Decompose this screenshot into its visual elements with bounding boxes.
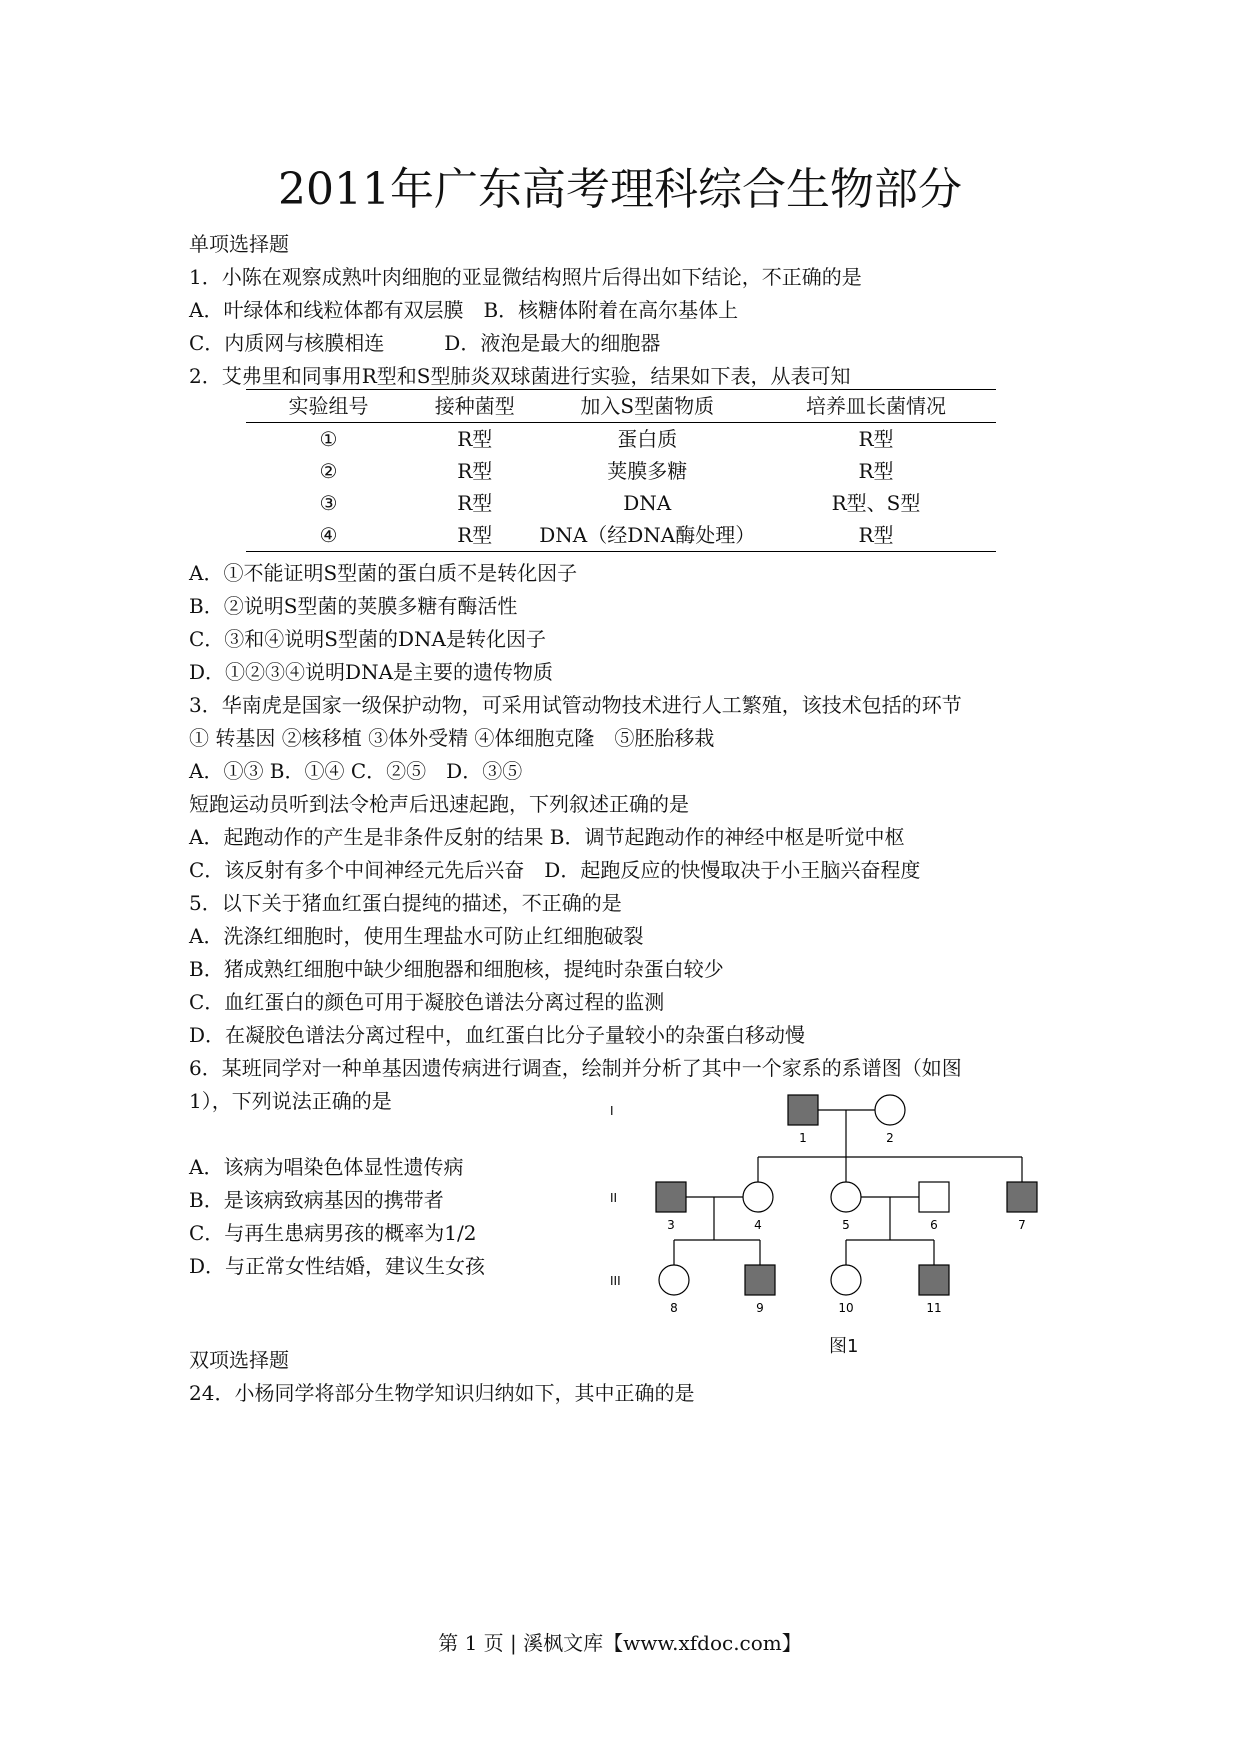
unaffected-female-circle bbox=[659, 1265, 689, 1295]
table-cell: R型 bbox=[457, 459, 493, 483]
unaffected-male-square bbox=[919, 1182, 949, 1212]
table-cell: R型、S型 bbox=[831, 491, 921, 515]
q2-option-d: D．①②③④说明DNA是主要的遗传物质 bbox=[189, 660, 554, 684]
table-cell: R型 bbox=[858, 459, 894, 483]
q4-options-cd: C．该反射有多个中间神经元先后兴奋 D．起跑反应的快慢取决于小王脑兴奋程度 bbox=[189, 858, 921, 882]
q3-options: A．①③ B．①④ C．②⑤ D．③⑤ bbox=[189, 759, 523, 783]
table-cell: 蛋白质 bbox=[617, 427, 678, 451]
q1-options-ab: A．叶绿体和线粒体都有双层膜 B．核糖体附着在高尔基体上 bbox=[189, 298, 739, 322]
table-cell: R型 bbox=[457, 427, 493, 451]
table-row bbox=[246, 487, 996, 519]
individual-number-label: 11 bbox=[926, 1301, 942, 1315]
table-cell: R型 bbox=[457, 523, 493, 547]
table-cell: ④ bbox=[319, 523, 338, 547]
individual-number-label: 6 bbox=[930, 1218, 938, 1232]
individual-number-label: 9 bbox=[756, 1301, 764, 1315]
q1-stem: 1．小陈在观察成熟叶肉细胞的亚显微结构照片后得出如下结论，不正确的是 bbox=[189, 265, 862, 289]
section-heading-single: 单项选择题 bbox=[189, 232, 289, 256]
q3-stem: 3．华南虎是国家一级保护动物，可采用试管动物技术进行人工繁殖，该技术包括的环节 bbox=[189, 693, 962, 717]
table-cell: R型 bbox=[457, 491, 493, 515]
table-cell: R型 bbox=[858, 427, 894, 451]
q5-option-b: B．猪成熟红细胞中缺少细胞器和细胞核，提纯时杂蛋白较少 bbox=[189, 957, 724, 981]
individual-number-label: 5 bbox=[842, 1218, 850, 1232]
q2-option-a: A．①不能证明S型菌的蛋白质不是转化因子 bbox=[189, 561, 578, 585]
pedigree-chart bbox=[600, 1080, 1060, 1320]
q6-stem-line1: 6．某班同学对一种单基因遗传病进行调查，绘制并分析了其中一个家系的系谱图（如图 bbox=[189, 1056, 962, 1080]
q5-option-c: C．血红蛋白的颜色可用于凝胶色谱法分离过程的监测 bbox=[189, 990, 665, 1014]
individual-number-label: 2 bbox=[886, 1131, 894, 1145]
table-cell: DNA（经DNA酶处理） bbox=[539, 523, 756, 547]
q24-stem: 24．小杨同学将部分生物学知识归纳如下，其中正确的是 bbox=[189, 1381, 695, 1405]
q2-option-c: C．③和④说明S型菌的DNA是转化因子 bbox=[189, 627, 546, 651]
table-header-row bbox=[246, 390, 996, 423]
table-cell: ① bbox=[319, 427, 338, 451]
table-header-cell: 加入S型菌物质 bbox=[580, 394, 715, 418]
experiment-table bbox=[246, 389, 996, 552]
q1-options-cd: C．内质网与核膜相连 D．液泡是最大的细胞器 bbox=[189, 331, 661, 355]
generation-label: III bbox=[610, 1274, 621, 1288]
figure-caption: 图1 bbox=[829, 1336, 859, 1357]
unaffected-female-circle bbox=[831, 1265, 861, 1295]
table-header-cell: 接种菌型 bbox=[434, 394, 515, 418]
q6-option-a: A．该病为唱染色体显性遗传病 bbox=[189, 1155, 464, 1179]
q5-option-d: D．在凝胶色谱法分离过程中，血红蛋白比分子量较小的杂蛋白移动慢 bbox=[189, 1023, 806, 1047]
q6-option-b: B．是该病致病基因的携带者 bbox=[189, 1188, 444, 1212]
generation-labels bbox=[610, 1104, 621, 1288]
q5-stem: 5．以下关于猪血红蛋白提纯的描述，不正确的是 bbox=[189, 891, 622, 915]
individual-number-label: 3 bbox=[667, 1218, 675, 1232]
affected-male-square bbox=[1007, 1182, 1037, 1212]
generation-label: II bbox=[610, 1191, 618, 1205]
table-row bbox=[246, 423, 996, 456]
table-cell: R型 bbox=[858, 523, 894, 547]
individual-number-label: 10 bbox=[838, 1301, 854, 1315]
generation-label: I bbox=[610, 1104, 614, 1118]
q2-option-b: B．②说明S型菌的荚膜多糖有酶活性 bbox=[189, 594, 518, 618]
q6-option-c: C．与再生患病男孩的概率为1/2 bbox=[189, 1221, 477, 1245]
unaffected-female-circle bbox=[743, 1182, 773, 1212]
q2-stem: 2．艾弗里和同事用R型和S型肺炎双球菌进行实验，结果如下表，从表可知 bbox=[189, 364, 851, 388]
individual-number-label: 1 bbox=[799, 1131, 807, 1145]
unaffected-female-circle bbox=[875, 1095, 905, 1125]
q4-stem: 短跑运动员听到法令枪声后迅速起跑，下列叙述正确的是 bbox=[189, 792, 689, 816]
table-header-cell: 实验组号 bbox=[288, 394, 369, 418]
page-title: 2011年广东高考理科综合生物部分 bbox=[278, 164, 962, 215]
q5-option-a: A．洗涤红细胞时，使用生理盐水可防止红细胞破裂 bbox=[189, 924, 644, 948]
q6-option-d: D．与正常女性结婚，建议生女孩 bbox=[189, 1254, 486, 1278]
affected-male-square bbox=[919, 1265, 949, 1295]
individual-number-label: 7 bbox=[1018, 1218, 1026, 1232]
table-header-cell: 培养皿长菌情况 bbox=[806, 394, 946, 418]
individual-number-label: 4 bbox=[754, 1218, 762, 1232]
q6-stem-line2: 1），下列说法正确的是 bbox=[189, 1089, 392, 1113]
affected-male-square bbox=[788, 1095, 818, 1125]
table-cell: DNA bbox=[623, 491, 672, 515]
unaffected-female-circle bbox=[831, 1182, 861, 1212]
affected-male-square bbox=[745, 1265, 775, 1295]
table-row bbox=[246, 455, 996, 487]
section-heading-double: 双项选择题 bbox=[189, 1348, 289, 1372]
table-row bbox=[246, 519, 996, 552]
q3-items: ① 转基因 ②核移植 ③体外受精 ④体细胞克隆 ⑤胚胎移栽 bbox=[189, 726, 715, 750]
individual-number-label: 8 bbox=[670, 1301, 678, 1315]
table-cell: ② bbox=[319, 459, 338, 483]
table-cell: ③ bbox=[319, 491, 338, 515]
table-cell: 荚膜多糖 bbox=[607, 459, 688, 483]
page-footer: 第 1 页 | 溪枫文库【www.xfdoc.com】 bbox=[438, 1631, 802, 1655]
q4-options-ab: A．起跑动作的产生是非条件反射的结果 B．调节起跑动作的神经中枢是听觉中枢 bbox=[189, 825, 905, 849]
affected-male-square bbox=[656, 1182, 686, 1212]
